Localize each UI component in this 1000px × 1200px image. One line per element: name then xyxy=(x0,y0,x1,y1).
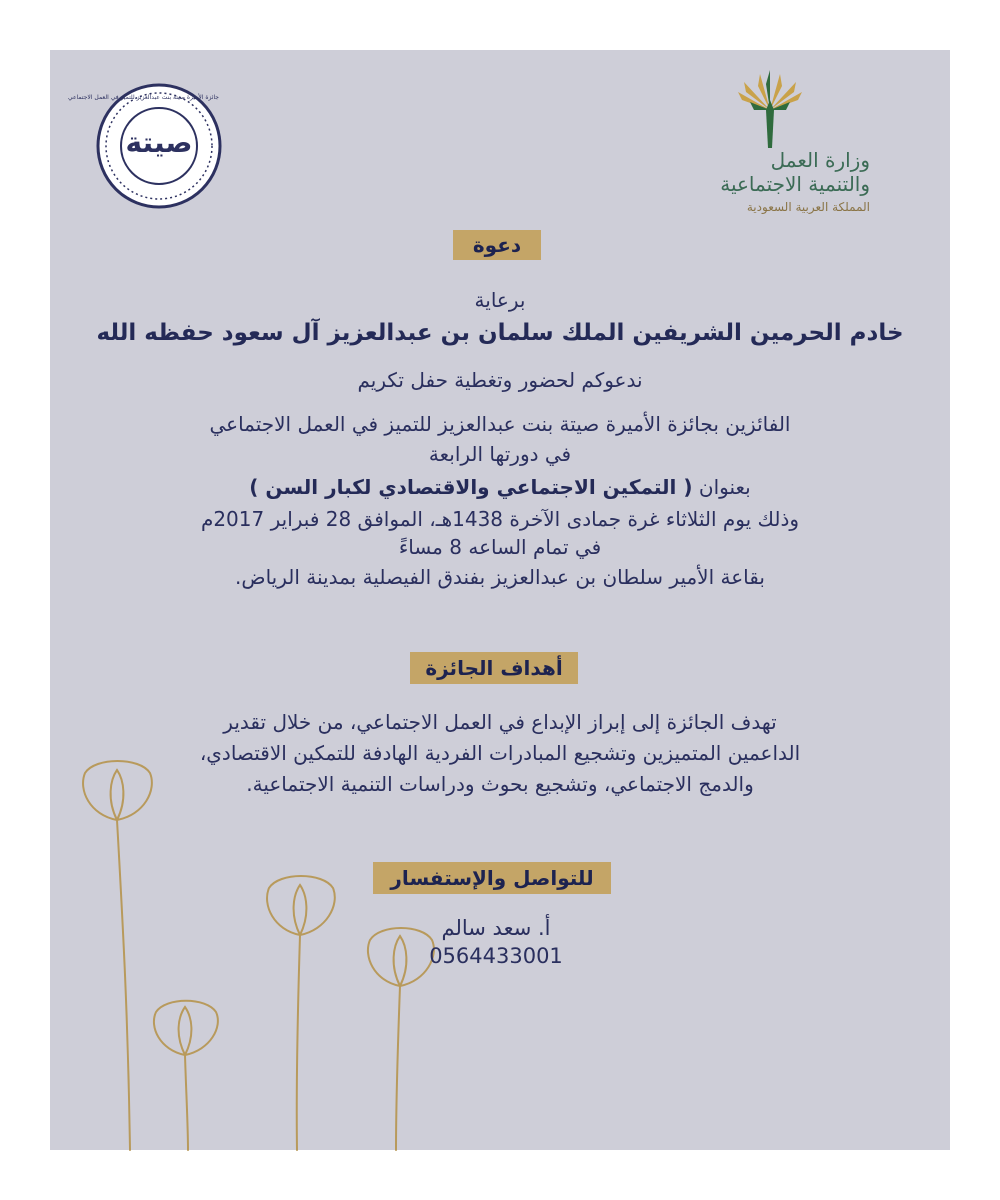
decorative-flowers xyxy=(50,50,950,1150)
flower-bud-inner xyxy=(179,1007,192,1055)
venue-line: بقاعة الأمير سلطان بن عبدالعزيز بفندق الفيصلية بمدينة الرياض. xyxy=(235,565,765,589)
patron-name: خادم الحرمين الشريفين الملك سلمان بن عبدالعزيز آل سعود حفظه الله xyxy=(96,320,904,346)
seal-center-text: صيتة xyxy=(125,126,193,159)
palm-emblem-icon xyxy=(730,70,810,150)
goals-line: تهدف الجائزة إلى إبراز الإبداع في العمل الاجتماعي، من خلال تقدير xyxy=(223,710,777,734)
country-name: المملكة العربية السعودية xyxy=(746,200,870,214)
flower-stem xyxy=(297,935,300,1150)
award-seal xyxy=(68,83,222,209)
goals-line: والدمج الاجتماعي، وتشجيع بحوث ودراسات التنمية الاجتماعية. xyxy=(246,772,754,796)
contact-name: أ. سعد سالم xyxy=(441,916,551,940)
goals-line: الداعمين المتميزين وتشجيع المبادرات الفردية الهادفة للتمكين الاقتصادي، xyxy=(199,741,801,765)
patronage-label: برعاية xyxy=(474,288,526,312)
seal-ring-text: جائزة الأميرة صيتة بنت عبدالعزيز للتميز في العمل الاجتماعي xyxy=(68,94,219,101)
flower-bud xyxy=(267,876,335,935)
winners-line: الفائزين بجائزة الأميرة صيتة بنت عبدالعزيز للتميز في العمل الاجتماعي xyxy=(209,412,791,436)
date-line: وذلك يوم الثلاثاء غرة جمادى الآخرة 1438هـ، الموافق 28 فبراير 2017م xyxy=(200,507,800,531)
time-line: في تمام الساعه 8 مساءً xyxy=(398,535,602,559)
contact-phone[interactable]: 0564433001 xyxy=(429,944,563,968)
ministry-name-line2: والتنمية الاجتماعية xyxy=(720,172,870,196)
event-title-prefix: بعنوان xyxy=(698,475,751,499)
invite-line: ندعوكم لحضور وتغطية حفل تكريم xyxy=(357,368,643,392)
event-title: ( التمكين الاجتماعي والاقتصادي لكبار السن ) xyxy=(249,475,693,499)
ministry-name-line1: وزارة العمل xyxy=(770,148,870,172)
edition-line: في دورتها الرابعة xyxy=(428,442,572,466)
flower-stem xyxy=(396,986,400,1150)
contact-heading: للتواصل والإستفسار xyxy=(373,862,611,894)
flower-stem xyxy=(185,1055,188,1150)
invitation-heading: دعوة xyxy=(453,230,541,260)
goals-heading: أهداف الجائزة xyxy=(410,652,578,684)
flower-stem xyxy=(117,820,130,1150)
invitation-card xyxy=(50,50,950,1150)
flower-bud xyxy=(154,1001,218,1055)
flower-bud-inner xyxy=(294,885,307,935)
event-title-row xyxy=(50,475,950,499)
